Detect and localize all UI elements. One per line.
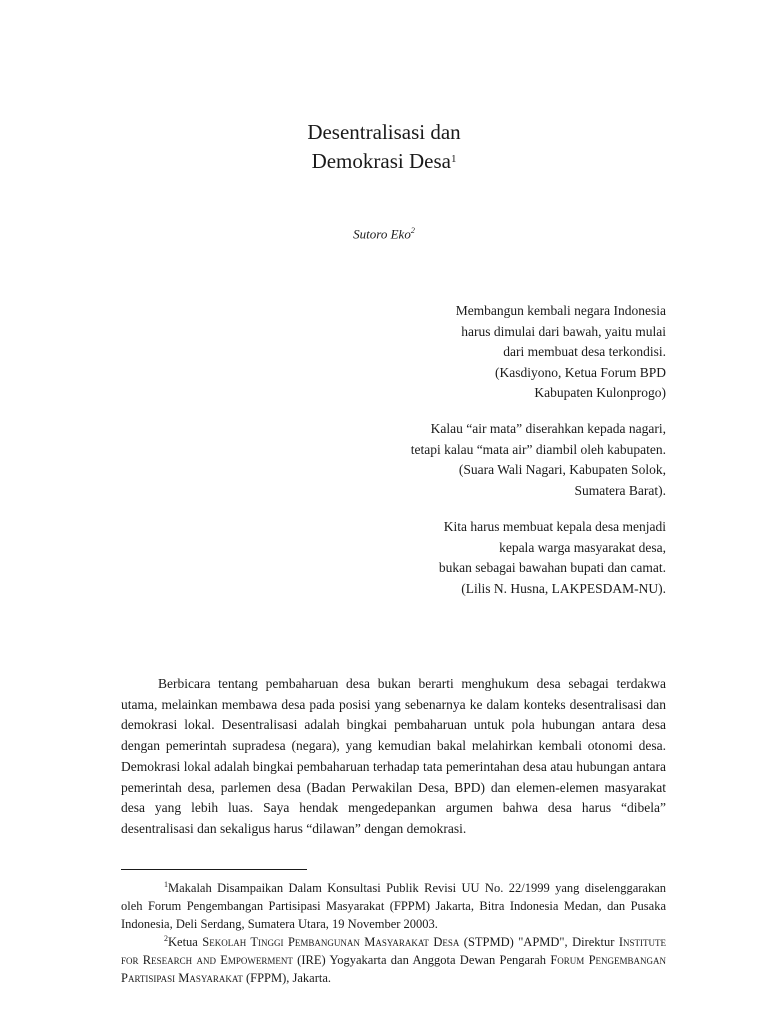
epigraph-line: Kalau “air mata” diserahkan kepada nagari, <box>430 421 666 436</box>
epigraph-line: tetapi kalau “mata air” diambil oleh kabupaten. <box>410 441 666 457</box>
title-footnote-ref[interactable]: 1 <box>450 153 457 165</box>
epigraph-line: Membangun kembali negara Indonesia <box>455 303 666 318</box>
epigraph-line: (Kasdiyono, Ketua Forum BPD <box>495 364 666 380</box>
title-line-2: Demokrasi Desa$^1$ <box>311 149 457 173</box>
epigraph-line: Kabupaten Kulonprogo) <box>534 385 666 400</box>
epigraph-line: dari membuat desa terkondisi. <box>503 344 666 359</box>
footnote-1: $^1$Makalah Disampaikan Dalam Konsultasi Publik Revisi UU No. 22/1999 yang diselenggarakan oleh Forum Pengembangan Partisipasi Masyarakat (FPPM) Jakarta, Bitra Indonesia Medan, dan Pusaka Indonesia, Deli Serdang, Sumatera Utara, 19 November 20003. <box>121 880 666 932</box>
author-footnote-ref[interactable]: 2 <box>410 226 415 235</box>
author-name: Sutoro Eko$^2$ <box>353 226 415 242</box>
footnote-2: $^2$Ketua Sekolah Tinggi Pembangunan Masyarakat Desa (STPMD) "APMD", Direktur Institute for Research and Empowerment (IRE) Yogyakarta dan Anggota Dewan Pengarah Forum Pengembangan Partisipasi Masyarakat (FPPM), Jakarta. <box>121 934 667 986</box>
epigraph-line: (Suara Wali Nagari, Kabupaten Solok, <box>458 462 666 477</box>
institution-name: Forum Pengembangan Partisipasi Masyarakat <box>121 953 667 986</box>
epigraph-3 <box>439 517 666 599</box>
footnote-divider <box>121 869 307 870</box>
epigraph-2 <box>411 419 666 501</box>
epigraph-line: (Lilis N. Husna, LAKPESDAM-NU). <box>461 580 666 596</box>
epigraph-line: harus dimulai dari bawah, yaitu mulai <box>461 323 666 339</box>
epigraph-line: bukan sebagai bawahan bupati dan camat. <box>438 560 666 575</box>
epigraph-line: Kita harus membuat kepala desa menjadi <box>443 519 666 534</box>
epigraph-line: kepala warga masyarakat desa, <box>499 539 666 555</box>
epigraph-line: Sumatera Barat). <box>574 482 666 498</box>
footnote-2-marker: 2 <box>164 934 168 943</box>
body-paragraph: Berbicara tentang pembaharuan desa bukan berarti menghukum desa sebagai terdakwa utama, melainkan membawa desa pada posisi yang sebenarnya ke dalam konteks desentralisasi dan demokrasi lokal. Desentralisasi adalah bingkai pembaharuan untuk pola hubungan antara desa dengan pemerintah supradesa (negara), yang kemudian bakal melahirkan kembali otonomi desa. Demokrasi lokal adalah bingkai pembaharuan terhadap tata pemerintahan desa atau hubungan antara pemerintah desa, parlemen desa (Badan Perwakilan Desa, BPD) dan elemen-elemen masyarakat desa yang lebih luas. Saya hendak mengedepankan argumen bahwa desa harus “dibela” desentralisasi dan sekaligus harus “dilawan” dengan demokrasi. <box>121 676 666 836</box>
institution-name: Institute for Research and Empowerment <box>121 935 666 968</box>
epigraph-1 <box>456 301 666 404</box>
institution-name: Sekolah Tinggi Pembangunan Masyarakat Desa <box>202 935 460 950</box>
title-line-1: Desentralisasi dan <box>307 120 461 144</box>
document-title <box>0 118 768 176</box>
footnote-1-marker: 1 <box>164 880 168 889</box>
